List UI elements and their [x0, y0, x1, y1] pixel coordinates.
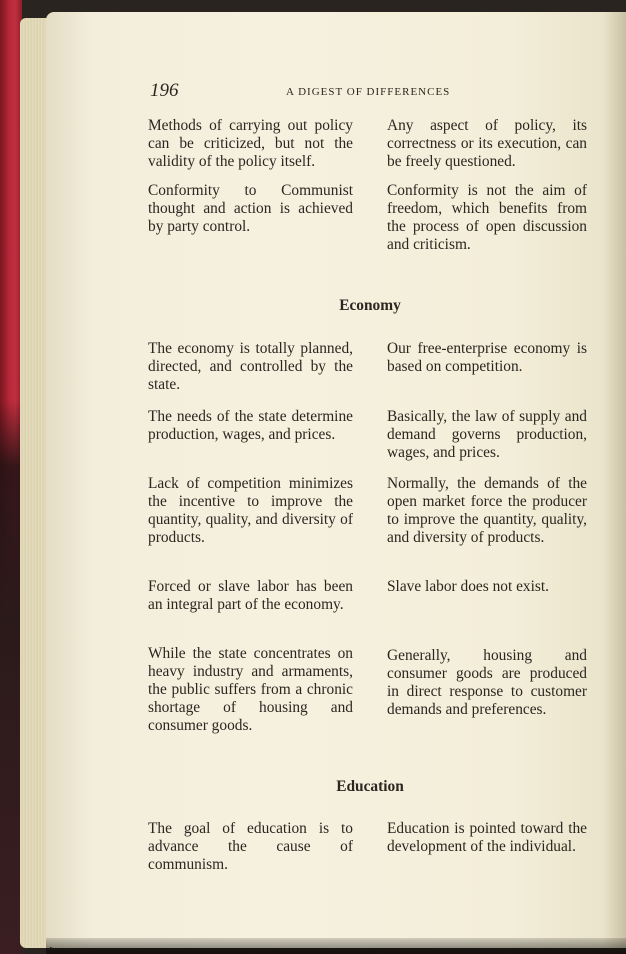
free-economy-labor: Slave labor does not exist. [387, 578, 549, 595]
free-economy-open-market: Normally, the demands of the open market force the producer to improve the quantity, quality, and diversity of products. [387, 475, 587, 546]
communist-economy-labor: Forced or slave labor has been an integral part of the economy. [148, 578, 353, 613]
communist-economy-incentive: Lack of competition minimizes the incentive to improve the quantity, quality, and diversity of products. [148, 475, 353, 546]
communist-policy-criticism: Methods of carrying out policy can be criticized, but not the validity of the policy itself. [148, 117, 353, 170]
page-bottom-shadow [46, 938, 626, 954]
running-head: A DIGEST OF DIFFERENCES [286, 86, 451, 98]
communist-economy-housing: While the state concentrates on heavy industry and armaments, the public suffers from a chronic shortage of housing and consumer goods. [148, 645, 353, 734]
book-cover-shadow [0, 400, 22, 954]
free-conformity: Conformity is not the aim of freedom, which benefits from the process of open discussion and criticism. [387, 182, 587, 253]
communist-economy-planning: The economy is totally planned, directed, and controlled by the state. [148, 340, 353, 393]
communist-economy-needs: The needs of the state determine production, wages, and prices. [148, 408, 353, 443]
free-economy-competition: Our free-enterprise economy is based on competition. [387, 340, 587, 375]
free-economy-supply-demand: Basically, the law of supply and demand governs production, wages, and prices. [387, 408, 587, 461]
free-education-goal: Education is pointed toward the development of the individual. [387, 820, 587, 855]
free-policy-criticism: Any aspect of policy, its correctness or its execution, can be freely questioned. [387, 117, 587, 170]
communist-conformity: Conformity to Communist thought and action is achieved by party control. [148, 182, 353, 235]
page-number: 196 [150, 80, 179, 101]
free-economy-housing: Generally, housing and consumer goods are produced in direct response to customer demands and preferences. [387, 647, 587, 718]
communist-education-goal: The goal of education is to advance the cause of communism. [148, 820, 353, 873]
section-heading-economy: Economy [339, 297, 401, 314]
section-heading-education: Education [336, 778, 404, 795]
